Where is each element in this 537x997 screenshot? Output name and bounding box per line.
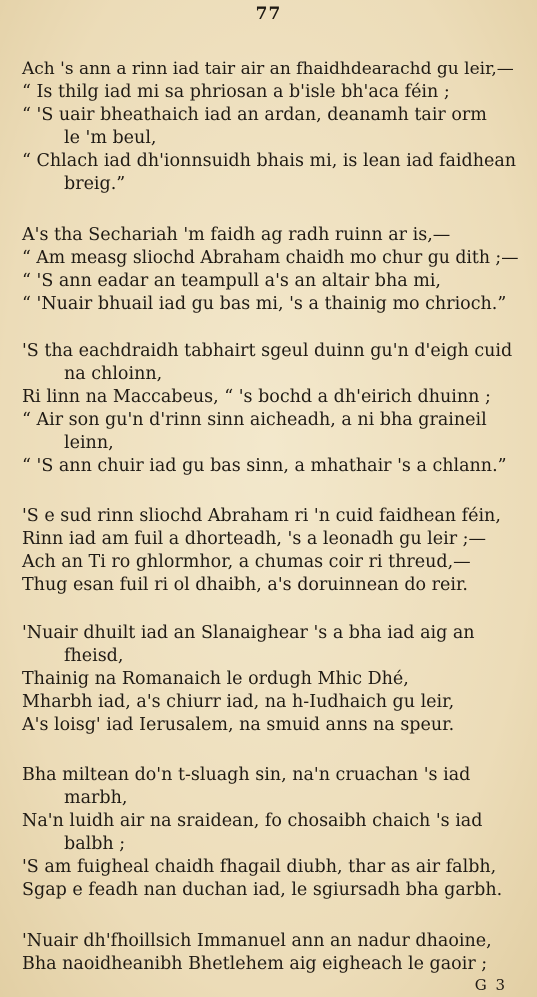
verse-line: “ Is thilg iad mi sa phriosan a b'isle bh'aca féin ; — [22, 82, 450, 102]
verse-line: Ri linn na Maccabeus, “ 's bochd a dh'eirich dhuinn ; — [22, 387, 491, 407]
verse-line: “ 'S ann eadar an teampull a's an altair bha mi, — [22, 271, 441, 291]
verse-line: 'Nuair dhuilt iad an Slanaighear 's a bha iad aig an — [22, 623, 475, 643]
verse-line: “ 'Nuair bhuail iad gu bas mi, 's a thainig mo chrioch.” — [22, 294, 507, 314]
verse-line: “ Chlach iad dh'ionnsuidh bhais mi, is lean iad faidhean — [22, 151, 517, 171]
verse-line: Ach an Ti ro ghlormhor, a chumas coir ri threud,— — [22, 552, 471, 572]
verse-line: 'S am fuigheal chaidh fhagail diubh, thar as air falbh, — [22, 857, 497, 877]
verse-line: balbh ; — [64, 834, 126, 854]
signature-mark: G 3 — [474, 976, 507, 994]
verse-line: 'S e sud rinn sliochd Abraham ri 'n cuid faidhean féin, — [22, 506, 501, 526]
verse-line: “ Am measg sliochd Abraham chaidh mo chur gu dith ;— — [22, 248, 519, 268]
verse-line: leinn, — [64, 433, 114, 453]
verse-line: Mharbh iad, a's chiurr iad, na h-Iudhaich gu leir, — [22, 692, 455, 712]
stanza — [22, 58, 520, 196]
verse-line: le 'm beul, — [64, 128, 157, 148]
page-number: 77 — [255, 4, 282, 24]
verse-line: A's loisg' iad Ierusalem, na smuid anns na speur. — [22, 715, 455, 735]
stanza — [22, 505, 520, 597]
verse-line: A's tha Sechariah 'm faidh ag radh ruinn ar is,— — [22, 225, 451, 245]
stanza — [22, 622, 520, 737]
verse-line: 'S tha eachdraidh tabhairt sgeul duinn gu'n d'eigh cuid — [22, 341, 513, 361]
verse-line: fheisd, — [64, 646, 124, 666]
verse-line: Sgap e feadh nan duchan iad, le sgiursadh bha garbh. — [22, 880, 503, 900]
verse-line: Thug esan fuil ri ol dhaibh, a's doruinnean do reir. — [22, 575, 468, 595]
verse-line: Rinn iad am fuil a dhorteadh, 's a leonadh gu leir ;— — [22, 529, 487, 549]
verse-line: na chloinn, — [64, 364, 163, 384]
verse-line: Bha naoidheanibh Bhetlehem aig eigheach le gaoir ; — [22, 954, 488, 974]
verse-line: “ Air son gu'n d'rinn sinn aicheadh, a ni bha graineil — [22, 410, 487, 430]
verse-line: breig.” — [64, 174, 126, 194]
verse-line: “ 'S ann chuir iad gu bas sinn, a mhathair 's a chlann.” — [22, 456, 507, 476]
stanza — [22, 224, 520, 316]
stanza — [22, 764, 520, 902]
verse-line: Thainig na Romanaich le ordugh Mhic Dhé, — [22, 669, 409, 689]
stanza — [22, 340, 520, 478]
verse-line: Bha miltean do'n t-sluagh sin, na'n cruachan 's iad — [22, 765, 471, 785]
verse-line: “ 'S uair bheathaich iad an ardan, deanamh tair orm — [22, 105, 487, 125]
verse-line: 'Nuair dh'fhoillsich Immanuel ann an nadur dhaoine, — [22, 931, 492, 951]
stanza — [22, 930, 520, 976]
verse-line: marbh, — [64, 788, 128, 808]
verse-line: Na'n luidh air na sraidean, fo chosaibh chaich 's iad — [22, 811, 483, 831]
verse-line: Ach 's ann a rinn iad tair air an fhaidhdearachd gu leir,— — [22, 59, 514, 79]
